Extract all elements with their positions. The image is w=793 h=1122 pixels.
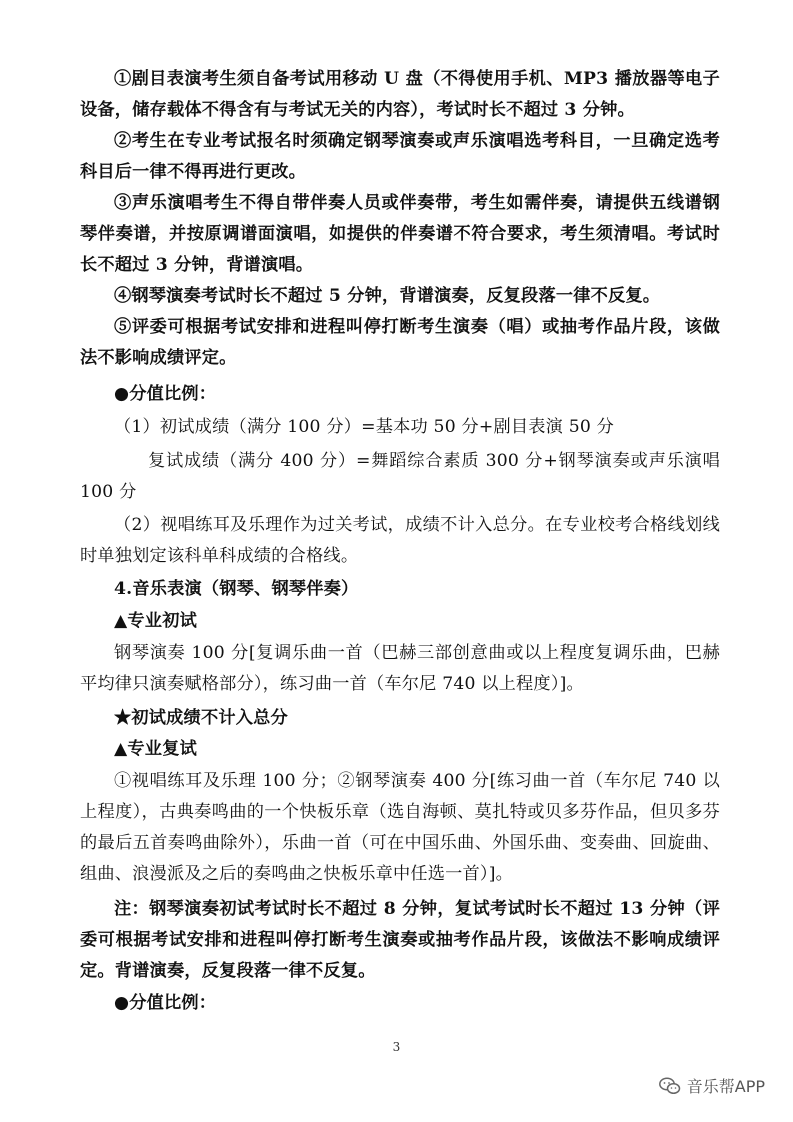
heading-retest-exam: ▲专业复试	[114, 739, 197, 759]
paragraph-subject-choice: ②考生在专业考试报名时须确定钢琴演奏或声乐演唱选考科目，一旦确定选考科目后一律不得再进行更改。	[80, 131, 720, 182]
note-preliminary-not-counted: ★初试成绩不计入总分	[114, 708, 288, 728]
paragraph-vocal-accompaniment: ③声乐演唱考生不得自带伴奏人员或伴奏带，考生如需伴奏，请提供五线谱钢琴伴奏谱，并按原调谱面演唱，如提供的伴奏谱不符合要求，考生须清唱。考试时长不超过 3 分钟，背谱演唱。	[80, 193, 720, 275]
paragraph-solfeggio-pass: （2）视唱练耳及乐理作为过关考试，成绩不计入总分。在专业校考合格线划线时单独划定该科单科成绩的合格线。	[80, 515, 720, 566]
paragraph-jury-interrupt: ⑤评委可根据考试安排和进程叫停打断考生演奏（唱）或抽考作品片段，该做法不影响成绩评定。	[80, 317, 720, 368]
heading-preliminary-exam: ▲专业初试	[114, 611, 197, 631]
paragraph-note-duration: 注：钢琴演奏初试考试时长不超过 8 分钟，复试考试时长不超过 13 分钟（评委可根据考试安排和进程叫停打断考生演奏或抽考作品片段，该做法不影响成绩评定。背谱演奏，反复段落一律不反复。	[80, 899, 720, 981]
paragraph-preliminary-piano: 钢琴演奏 100 分[复调乐曲一首（巴赫三部创意曲或以上程度复调乐曲，巴赫平均律只演奏赋格部分），练习曲一首（车尔尼 740 以上程度）]。	[80, 643, 720, 694]
watermark-text: 音乐帮APP	[686, 1077, 765, 1096]
heading-score-ratio-2: ●分值比例：	[114, 993, 217, 1013]
heading-score-ratio: ●分值比例：	[114, 384, 217, 404]
paragraph-piano-duration: ④钢琴演奏考试时长不超过 5 分钟，背谱演奏，反复段落一律不反复。	[114, 286, 661, 306]
paragraph-preliminary-score: （1）初试成绩（满分 100 分）=基本功 50 分+剧目表演 50 分	[114, 417, 615, 437]
wechat-icon	[659, 1077, 681, 1095]
paragraph-retest-content: ①视唱练耳及乐理 100 分；②钢琴演奏 400 分[练习曲一首（车尔尼 740 以上程度），古典奏鸣曲的一个快板乐章（选自海顿、莫扎特或贝多芬作品，但贝多芬的最后五首奏鸣曲除外），乐曲一首（可在中国乐曲、外国乐曲、变奏曲、回旋曲、组曲、浪漫派及之后的奏鸣曲之快板乐章中任选一首）]。	[80, 771, 720, 884]
page-number: 3	[392, 1040, 401, 1054]
paragraph-retest-score: 复试成绩（满分 400 分）=舞蹈综合素质 300 分+钢琴演奏或声乐演唱 100 分	[80, 451, 720, 502]
paragraph-u-disk-rule: ①剧目表演考生须自备考试用移动 U 盘（不得使用手机、MP3 播放器等电子设备，储存载体不得含有与考试无关的内容），考试时长不超过 3 分钟。	[80, 69, 720, 120]
watermark	[659, 1074, 765, 1097]
heading-music-performance: 4.音乐表演（钢琴、钢琴伴奏）	[114, 579, 359, 599]
